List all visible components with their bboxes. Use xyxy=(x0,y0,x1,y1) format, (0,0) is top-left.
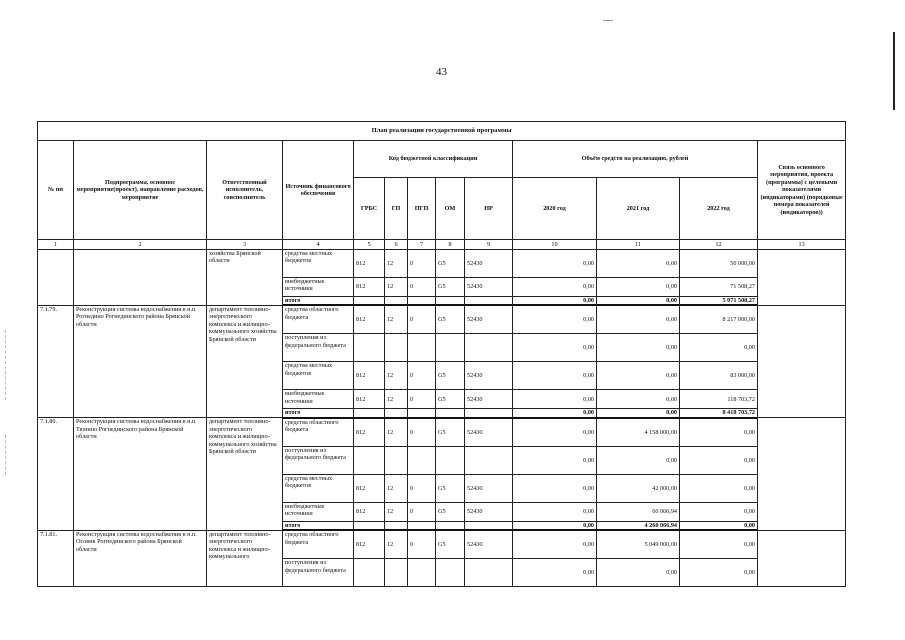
program-plan-table xyxy=(37,121,846,587)
source-extra: внебюджетные источники xyxy=(283,278,354,297)
source-federal: поступления из федерального бюджета xyxy=(283,559,354,587)
indicator-link-cell xyxy=(758,250,846,306)
table-row: внебюджетные источники 812 12 0 G5 52430 0,00 0,00 118 703,72 xyxy=(38,390,846,409)
table-row: поступления из федерального бюджета 0,00 0,00 0,00 xyxy=(38,446,846,474)
source-regional: средства областного бюджета xyxy=(283,530,354,559)
source-federal: поступления из федерального бюджета xyxy=(283,334,354,362)
table-row: 7.1.80. Реконструкция системы водоснабжения в н.п. Тюнино Рогнединского района Брянской области департамент топливно-энергетического комплекса и жилищно-коммунального хозяйства Брянской области средства областного бюджета 812 12 0 G5 52430 0,00 4 158 000,00 0,00 xyxy=(38,418,846,447)
source-local: средства местных бюджетов xyxy=(283,250,354,278)
source-regional: средства областного бюджета xyxy=(283,305,354,334)
indicator-link-cell xyxy=(758,530,846,587)
header-name: Подпрограмма, основное мероприятие(проект), направление расходов, мероприятие xyxy=(74,141,207,240)
column-number: 11 xyxy=(597,240,680,250)
column-number: 4 xyxy=(283,240,354,250)
column-number: 1 xyxy=(38,240,74,250)
scan-left-dash xyxy=(5,435,7,475)
header-kbk-group: Код бюджетной классификации xyxy=(354,141,513,178)
header-pgp: ПГП xyxy=(408,178,436,240)
header-source: Источник финансового обеспечения xyxy=(283,141,354,240)
header-indicator-link: Связь основного мероприятия, проекта (программы) с целевыми показателями (индикаторами) (порядковые номера показателей (индикаторов)) xyxy=(758,141,846,240)
header-2022: 2022 год xyxy=(680,178,758,240)
indicator-link-cell xyxy=(758,418,846,530)
column-number: 6 xyxy=(385,240,408,250)
column-number: 8 xyxy=(436,240,465,250)
table-row: хозяйства Брянской области средства местных бюджетов 812 12 0 G5 52430 0,00 0,00 50 000,00 xyxy=(38,250,846,278)
column-number: 5 xyxy=(354,240,385,250)
table-row: средства местных бюджетов 812 12 0 G5 52430 0,00 0,00 83 000,00 xyxy=(38,362,846,390)
row-executor: департамент топливно-энергетического комплекса и жилищно-коммунального хозяйства Брянской области xyxy=(207,305,283,417)
column-number-row xyxy=(38,240,846,250)
source-regional: средства областного бюджета xyxy=(283,418,354,447)
row-number: 7.1.80. xyxy=(38,418,74,530)
row-number xyxy=(38,250,74,306)
column-number: 3 xyxy=(207,240,283,250)
row-executor: департамент топливно-энергетического комплекса и жилищно-коммунального xyxy=(207,530,283,587)
table-row: внебюджетные источники 812 12 0 G5 52430 0,00 0,00 71 508,27 xyxy=(38,278,846,297)
source-federal: поступления из федерального бюджета xyxy=(283,446,354,474)
header-nr: НР xyxy=(465,178,513,240)
source-total: итого xyxy=(283,521,354,530)
row-name: Реконструкция системы водоснабжения в н.п. Осовик Рогнединского района Брянской области xyxy=(74,530,207,587)
column-number: 10 xyxy=(513,240,597,250)
row-executor: хозяйства Брянской области xyxy=(207,250,283,306)
source-local: средства местных бюджетов xyxy=(283,362,354,390)
header-executor: Ответственный исполнитель, соисполнитель xyxy=(207,141,283,240)
row-name: Реконструкция системы водоснабжения в н.п. Рогнедино Рогнединского района Брянской области xyxy=(74,305,207,417)
table-row-total: итого 0,00 0,00 8 418 703,72 xyxy=(38,409,846,418)
table-row: 7.1.79. Реконструкция системы водоснабжения в н.п. Рогнедино Рогнединского района Брянской области департамент топливно-энергетического комплекса и жилищно-коммунального хозяйства Брянской области средства областного бюджета 812 12 0 G5 52430 0,00 0,00 8 217 000,00 xyxy=(38,305,846,334)
table-title: План реализации государственной программы xyxy=(38,122,846,141)
table-row: 7.1.81. Реконструкция системы водоснабжения в н.п. Осовик Рогнединского района Брянской области департамент топливно-энергетического комплекса и жилищно-коммунального средства областного бюджета 812 12 0 G5 52430 0,00 5 049 000,00 0,00 xyxy=(38,530,846,559)
row-name xyxy=(74,250,207,306)
column-number: 9 xyxy=(465,240,513,250)
column-number: 12 xyxy=(680,240,758,250)
header-gp: ГП xyxy=(385,178,408,240)
header-grbs: ГРБС xyxy=(354,178,385,240)
row-number: 7.1.79. xyxy=(38,305,74,417)
header-om: ОМ xyxy=(436,178,465,240)
table-row: средства местных бюджетов 812 12 0 G5 52430 0,00 42 000,00 0,00 xyxy=(38,474,846,502)
source-extra: внебюджетные источники xyxy=(283,390,354,409)
source-local: средства местных бюджетов xyxy=(283,474,354,502)
table-row: внебюджетные источники 812 12 0 G5 52430 0,00 60 066,94 0,00 xyxy=(38,502,846,521)
scan-tick-mark xyxy=(603,20,613,21)
table-row: поступления из федерального бюджета 0,00 0,00 0,00 xyxy=(38,559,846,587)
column-number: 13 xyxy=(758,240,846,250)
column-number: 7 xyxy=(408,240,436,250)
indicator-link-cell xyxy=(758,305,846,417)
table-row-total: итого 0,00 4 260 066,94 0,00 xyxy=(38,521,846,530)
header-2021: 2021 год xyxy=(597,178,680,240)
scan-edge-mark xyxy=(893,32,895,110)
header-volume-group: Объём средств на реализацию, рублей xyxy=(513,141,758,178)
source-extra: внебюджетные источники xyxy=(283,502,354,521)
header-no: № пп xyxy=(38,141,74,240)
row-number: 7.1.81. xyxy=(38,530,74,587)
source-total: итого xyxy=(283,297,354,306)
row-name: Реконструкция системы водоснабжения в н.п. Тюнино Рогнединского района Брянской области xyxy=(74,418,207,530)
scan-left-dash xyxy=(5,330,7,400)
header-2020: 2020 год xyxy=(513,178,597,240)
table-row-total: итого 0,00 0,00 5 071 508,27 xyxy=(38,297,846,306)
row-executor: департамент топливно-энергетического комплекса и жилищно-коммунального хозяйства Брянской области xyxy=(207,418,283,530)
page-number: 43 xyxy=(436,66,447,78)
table-row: поступления из федерального бюджета 0,00 0,00 0,00 xyxy=(38,334,846,362)
source-total: итого xyxy=(283,409,354,418)
column-number: 2 xyxy=(74,240,207,250)
